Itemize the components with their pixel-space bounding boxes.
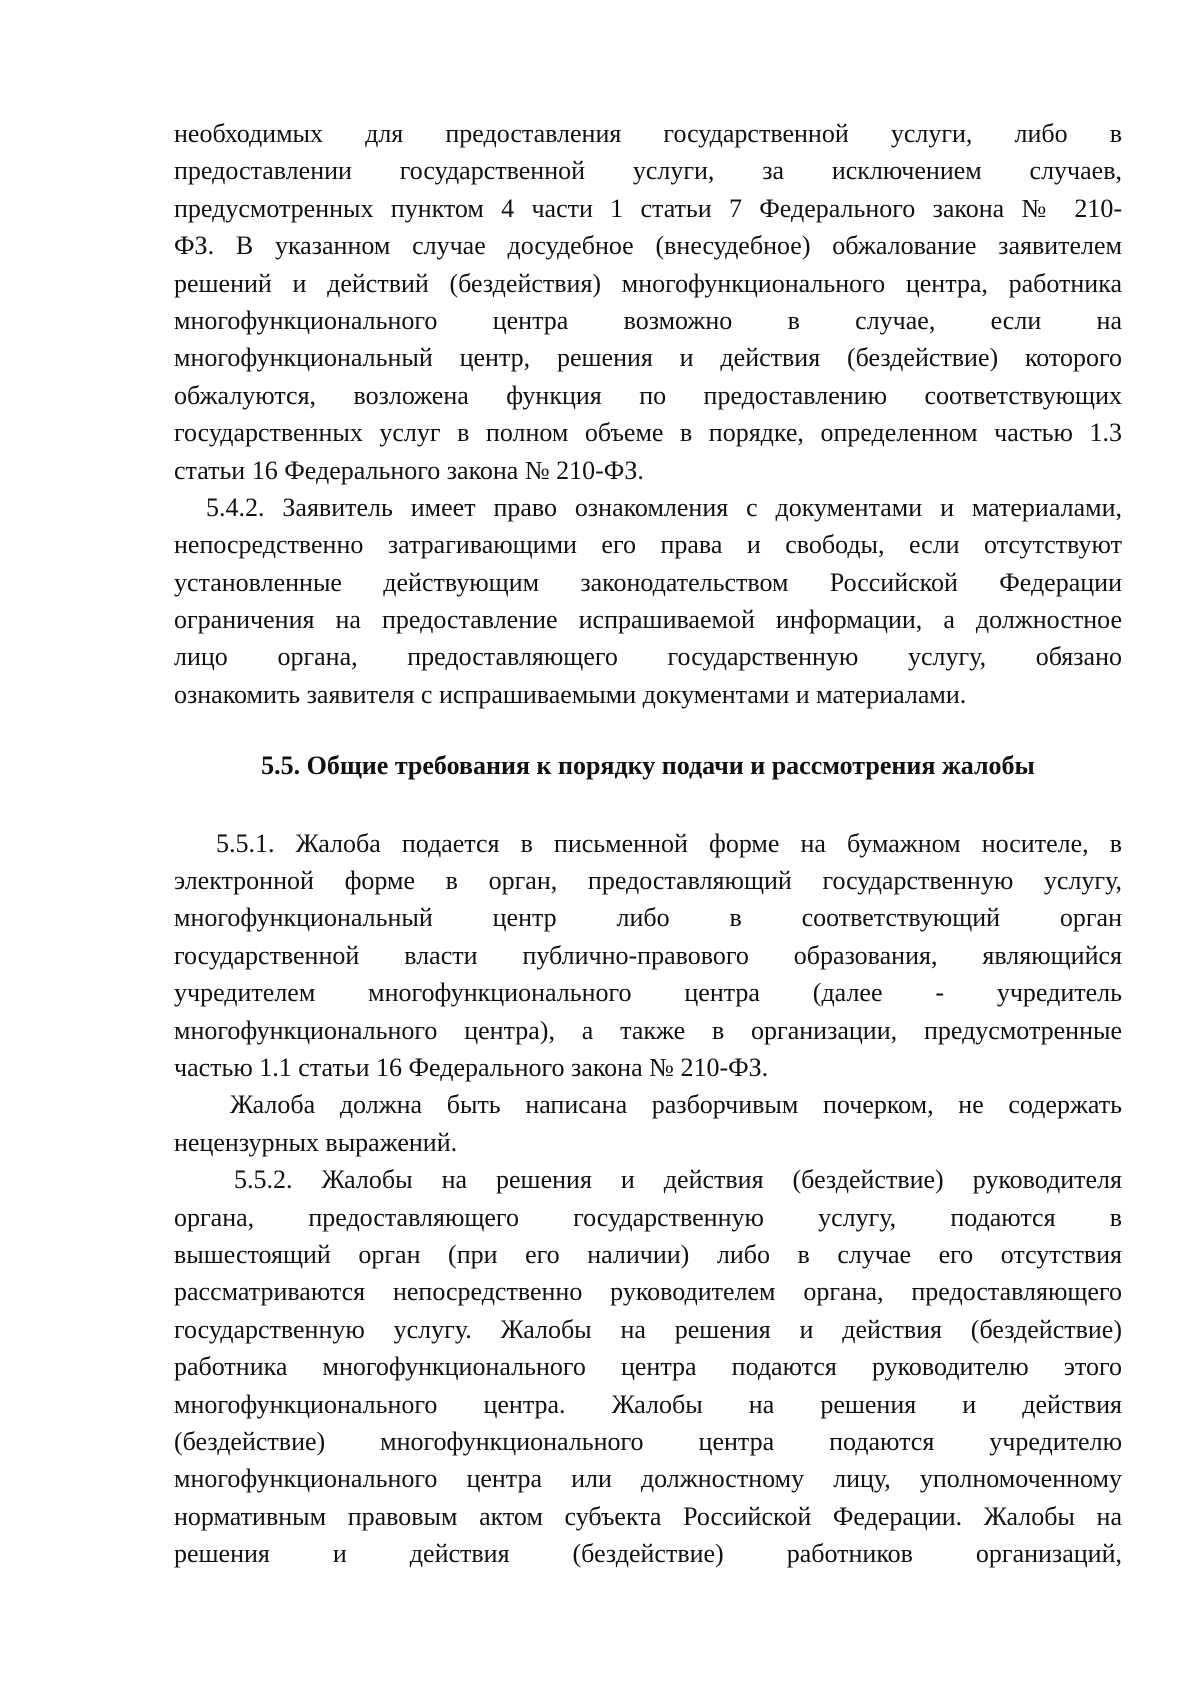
text-line: ограничения на предоставление испрашиваемой информации, а должностное	[174, 605, 1122, 635]
text-line: предусмотренных пунктом 4 части 1 статьи 7 Федерального закона № 210-	[174, 193, 1122, 223]
text-line: многофункционального центра), а также в организации, предусмотренные	[174, 1015, 1122, 1045]
text-line: нормативным правовым актом субъекта Российской Федерации. Жалобы на	[174, 1501, 1122, 1531]
text-line: непосредственно затрагивающими его права и свободы, если отсутствуют	[174, 530, 1122, 560]
text-line: ознакомить заявителя с испрашиваемыми документами и материалами.	[174, 679, 967, 709]
paragraph-5-4-2	[174, 489, 1122, 713]
text-line: установленные действующим законодательством Российской Федерации	[174, 567, 1122, 597]
spacer	[174, 785, 1122, 825]
text-line: 5.5.1. Жалоба подается в письменной форме на бумажном носителе, в	[216, 828, 1122, 858]
text-line: рассматриваются непосредственно руководителем органа, предоставляющего	[174, 1277, 1122, 1307]
text-line: многофункционального центра. Жалобы на решения и действия	[174, 1389, 1122, 1419]
text-line: государственной власти публично-правового образования, являющийся	[174, 940, 1122, 970]
text-line: многофункционального центра возможно в случае, если на	[174, 305, 1122, 335]
paragraph-5-5-1	[174, 825, 1122, 1087]
text-line: многофункциональный центр, решения и действия (бездействие) которого	[174, 343, 1122, 373]
text-line: лицо органа, предоставляющего государственную услугу, обязано	[174, 642, 1122, 672]
text-line: Жалоба должна быть написана разборчивым почерком, не содержать	[230, 1090, 1122, 1120]
spacer	[174, 713, 1122, 747]
text-line: многофункциональный центр либо в соответствующий орган	[174, 903, 1122, 933]
section-heading: 5.5. Общие требования к порядку подачи и рассмотрения жалобы	[261, 751, 1035, 781]
text-line: государственную услугу. Жалобы на решения и действия (бездействие)	[174, 1314, 1122, 1344]
text-line: 5.5.2. Жалобы на решения и действия (бездействие) руководителя	[234, 1165, 1122, 1195]
text-line: государственных услуг в полном объеме в порядке, определенном частью 1.3	[174, 418, 1122, 448]
text-line: статьи 16 Федерального закона № 210-ФЗ.	[174, 455, 644, 485]
text-line: решения и действия (бездействие) работников организаций,	[174, 1539, 1122, 1569]
text-line: вышестоящий орган (при его наличии) либо в случае его отсутствия	[174, 1239, 1122, 1269]
paragraph-5-5-2	[174, 1161, 1122, 1572]
text-line: обжалуются, возложена функция по предоставлению соответствующих	[174, 380, 1122, 410]
text-line: предоставлении государственной услуги, за исключением случаев,	[174, 156, 1122, 186]
text-line: решений и действий (бездействия) многофункционального центра, работника	[174, 268, 1122, 298]
document-body	[174, 115, 1122, 1572]
text-line: (бездействие) многофункционального центра подаются учредителю	[174, 1426, 1122, 1456]
text-line: работника многофункционального центра подаются руководителю этого	[174, 1352, 1122, 1382]
text-line: учредителем многофункционального центра (далее - учредитель	[174, 978, 1122, 1008]
text-line: нецензурных выражений.	[174, 1127, 458, 1157]
text-line: необходимых для предоставления государственной услуги, либо в	[174, 119, 1122, 148]
text-line: электронной форме в орган, предоставляющий государственную услугу,	[174, 866, 1122, 896]
text-line: ФЗ. В указанном случае досудебное (внесудебное) обжалование заявителем	[174, 231, 1122, 261]
paragraph-handwriting-requirement	[174, 1086, 1122, 1161]
text-line: многофункционального центра или должностному лицу, уполномоченному	[174, 1464, 1122, 1494]
paragraph-continuation-complaint-mfc	[174, 115, 1122, 489]
text-line: органа, предоставляющего государственную услугу, подаются в	[174, 1202, 1122, 1232]
text-line: 5.4.2. Заявитель имеет право ознакомления с документами и материалами,	[206, 492, 1122, 522]
text-line: частью 1.1 статьи 16 Федерального закона № 210-ФЗ.	[174, 1052, 769, 1082]
